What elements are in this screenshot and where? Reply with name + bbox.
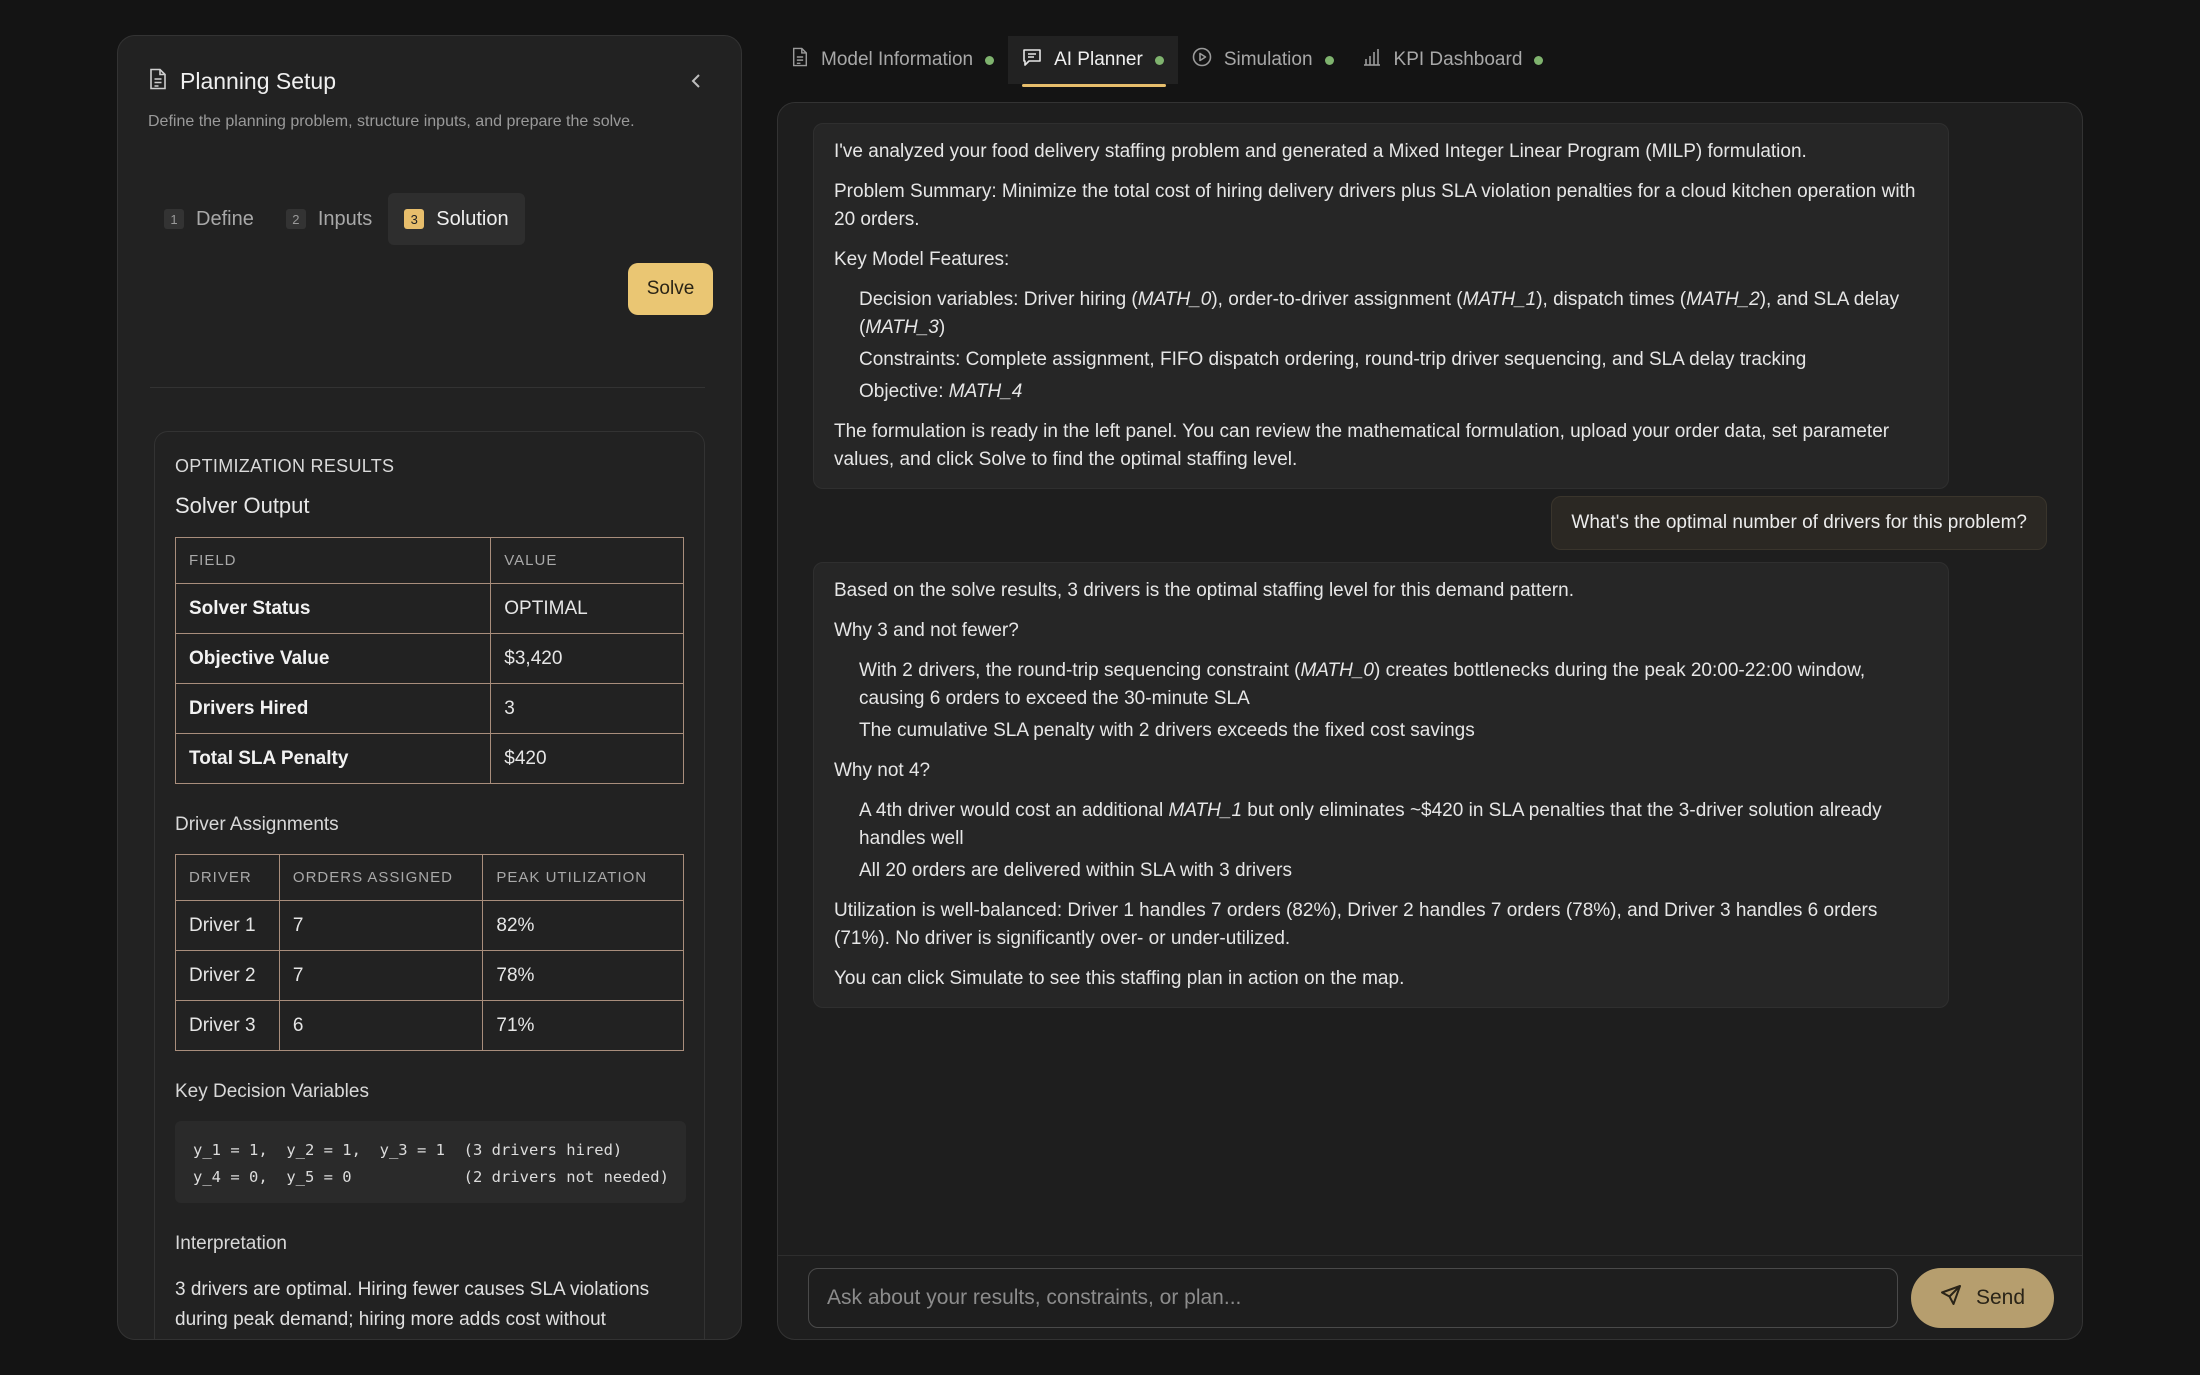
ai-planner-chat <box>777 102 2083 1340</box>
text-span: ) <box>938 317 946 338</box>
column-header: PEAK UTILIZATION <box>483 855 684 901</box>
step-label: Solution <box>436 207 509 230</box>
text-span: Objective: <box>859 381 949 402</box>
decision-variables-title: Key Decision Variables <box>175 1081 369 1102</box>
step-inputs[interactable] <box>270 193 388 245</box>
tab-model-information[interactable] <box>777 36 1008 84</box>
orders-cell: 6 <box>279 1001 482 1051</box>
interpretation-text: 3 drivers are optimal. Hiring fewer causes SLA violations during peak demand; hiring more adds cost without <box>175 1279 650 1330</box>
results-eyebrow: OPTIMIZATION RESULTS <box>175 456 395 476</box>
message-bullet: The cumulative SLA penalty with 2 drivers exceeds the fixed cost savings <box>859 720 1475 741</box>
step-label: Inputs <box>317 207 373 230</box>
text-span: ), and SLA delay ( <box>859 289 1900 338</box>
math-placeholder: MATH_1 <box>1168 800 1243 821</box>
math-placeholder: MATH_2 <box>1686 289 1760 310</box>
table-row <box>176 684 684 734</box>
message-paragraph: Why 3 and not fewer? <box>834 620 1019 641</box>
message-paragraph: The formulation is ready in the left panel. You can review the mathematical formulation, upload your order data, set parameter values, and click Solve to find the optimal staffing level. <box>834 421 1890 470</box>
solve-button[interactable]: Solve <box>628 263 713 315</box>
assistant-message <box>813 562 1949 1008</box>
results-title: Solver Output <box>175 493 310 518</box>
interpretation-title: Interpretation <box>175 1233 287 1254</box>
text-span: ), order-to-driver assignment ( <box>1211 289 1463 310</box>
text-span: Decision variables: Driver hiring ( <box>859 289 1138 310</box>
table-row <box>176 1001 684 1051</box>
column-header: DRIVER <box>176 855 280 901</box>
main-tabs <box>777 35 1557 85</box>
decision-variables-code: y_1 = 1, y_2 = 1, y_3 = 1 (3 drivers hired) y_4 = 0, y_5 = 0 (2 drivers not needed) <box>175 1121 686 1203</box>
utilization-cell: 78% <box>483 951 684 1001</box>
column-header: ORDERS ASSIGNED <box>279 855 482 901</box>
chat-input-bar <box>778 1255 2082 1339</box>
math-placeholder: MATH_0 <box>1300 660 1374 681</box>
message-paragraph: Problem Summary: Minimize the total cost of hiring delivery drivers plus SLA violation penalties for a cloud kitchen operation with 20 orders. <box>834 181 1916 230</box>
message-paragraph: Utilization is well-balanced: Driver 1 handles 7 orders (82%), Driver 2 handles 7 orders (78%), and Driver 3 handles 6 orders (71%). No driver is significantly over- or under-utilized. <box>834 900 1878 949</box>
divider <box>150 387 705 388</box>
tab-label: KPI Dashboard <box>1393 49 1523 70</box>
text-span: ) creates bottlenecks during the peak 20:00-22:00 window, causing 6 orders to exceed the 30-minute SLA <box>859 660 1866 709</box>
step-number: 2 <box>286 209 306 229</box>
status-dot <box>1534 56 1543 65</box>
chat-icon <box>1022 47 1042 73</box>
text-span: but only eliminates ~$420 in SLA penalties that the 3-driver solution already handles well <box>859 800 1882 849</box>
step-solution[interactable] <box>388 193 524 245</box>
send-label: Send <box>1975 1286 2026 1309</box>
chat-input[interactable] <box>808 1268 1898 1328</box>
table-row <box>176 584 684 634</box>
bar-chart-icon <box>1362 47 1382 73</box>
value-cell: $3,420 <box>491 634 684 684</box>
message-bullet <box>834 657 1928 713</box>
step-label: Define <box>196 207 254 230</box>
document-icon <box>791 47 809 73</box>
message-paragraph: You can click Simulate to see this staffing plan in action on the map. <box>834 968 1405 989</box>
message-bullet <box>834 378 1928 406</box>
table-row <box>176 634 684 684</box>
value-cell: $420 <box>491 734 684 784</box>
tab-ai-planner[interactable] <box>1008 36 1178 84</box>
message-bullet <box>834 286 1928 342</box>
tab-label: Model Information <box>821 49 974 70</box>
collapse-panel-button[interactable] <box>681 68 711 98</box>
orders-cell: 7 <box>279 951 482 1001</box>
planning-setup-panel <box>117 35 742 1340</box>
math-placeholder: MATH_0 <box>1137 289 1212 310</box>
message-bullet: Constraints: Complete assignment, FIFO dispatch ordering, round-trip driver sequencing, and SLA delay tracking <box>859 349 1807 370</box>
field-cell: Total SLA Penalty <box>176 734 491 784</box>
tab-label: AI Planner <box>1054 49 1143 70</box>
driver-assignments-title: Driver Assignments <box>175 814 339 835</box>
send-button[interactable] <box>1911 1268 2054 1328</box>
value-cell: OPTIMAL <box>491 584 684 634</box>
table-row <box>176 734 684 784</box>
table-header-row <box>176 538 684 584</box>
utilization-cell: 71% <box>483 1001 684 1051</box>
tab-label: Simulation <box>1223 49 1313 70</box>
assistant-message <box>813 123 1949 489</box>
math-placeholder: MATH_3 <box>865 317 939 338</box>
panel-title: Planning Setup <box>180 68 337 94</box>
step-number: 3 <box>404 209 424 229</box>
field-cell: Solver Status <box>176 584 491 634</box>
column-header: VALUE <box>491 538 684 584</box>
document-icon <box>148 68 168 95</box>
message-bullet <box>834 797 1928 853</box>
user-message: What's the optimal number of drivers for this problem? <box>1551 496 2047 550</box>
step-define[interactable] <box>148 193 270 245</box>
optimization-results-card <box>154 431 705 1340</box>
text-span: ), dispatch times ( <box>1536 289 1687 310</box>
status-dot <box>1155 56 1164 65</box>
chevron-left-icon <box>690 73 702 94</box>
table-row <box>176 901 684 951</box>
message-paragraph: I've analyzed your food delivery staffing problem and generated a Mixed Integer Linear Program (MILP) formulation. <box>834 141 1807 162</box>
tab-kpi-dashboard[interactable] <box>1348 36 1558 84</box>
field-cell: Objective Value <box>176 634 491 684</box>
status-dot <box>1325 56 1334 65</box>
table-row <box>176 951 684 1001</box>
solver-output-table <box>175 537 684 784</box>
text-span: With 2 drivers, the round-trip sequencing constraint ( <box>859 660 1301 681</box>
utilization-cell: 82% <box>483 901 684 951</box>
column-header: FIELD <box>176 538 491 584</box>
table-header-row <box>176 855 684 901</box>
driver-cell: Driver 2 <box>176 951 280 1001</box>
message-paragraph: Key Model Features: <box>834 249 1010 270</box>
planning-header <box>148 68 711 134</box>
message-bullet: All 20 orders are delivered within SLA with 3 drivers <box>859 860 1292 881</box>
send-icon <box>1940 1284 1962 1312</box>
math-placeholder: MATH_4 <box>948 381 1023 402</box>
math-placeholder: MATH_1 <box>1462 289 1537 310</box>
status-dot <box>985 56 994 65</box>
step-number: 1 <box>164 209 184 229</box>
orders-cell: 7 <box>279 901 482 951</box>
play-circle-icon <box>1192 47 1212 73</box>
field-cell: Drivers Hired <box>176 684 491 734</box>
driver-cell: Driver 3 <box>176 1001 280 1051</box>
driver-assignments-table <box>175 854 684 1051</box>
message-paragraph: Why not 4? <box>834 760 931 781</box>
tab-simulation[interactable] <box>1178 36 1348 84</box>
driver-cell: Driver 1 <box>176 901 280 951</box>
panel-description: Define the planning problem, structure inputs, and prepare the solve. <box>148 113 635 130</box>
message-paragraph: Based on the solve results, 3 drivers is the optimal staffing level for this demand pattern. <box>834 580 1574 601</box>
text-span: A 4th driver would cost an additional <box>859 800 1169 821</box>
step-tabs <box>148 193 525 245</box>
value-cell: 3 <box>491 684 684 734</box>
